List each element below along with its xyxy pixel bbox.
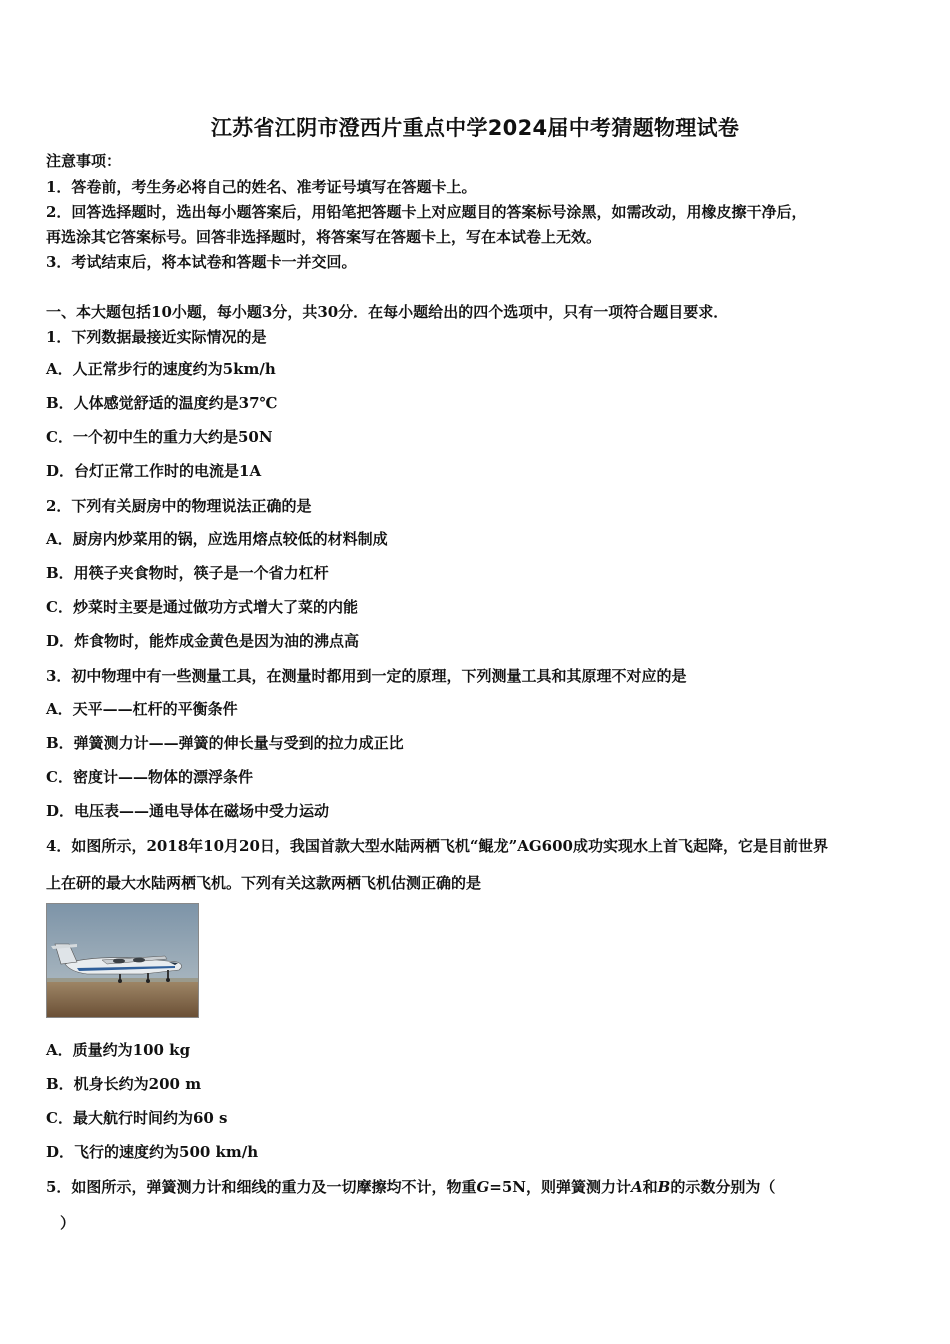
seaplane-illustration xyxy=(47,904,198,1017)
question-5-stem-part-3: 和 xyxy=(642,1178,658,1196)
notice-item-2-cont: 再选涂其它答案标号。回答非选择题时，将答案写在答题卡上，写在本试卷上无效。 xyxy=(46,228,602,246)
variable-g: G xyxy=(476,1178,490,1196)
question-4-option-b: B．机身长约为200 m xyxy=(46,1075,202,1093)
notice-item-1: 1．答卷前，考生务必将自己的姓名、准考证号填写在答题卡上。 xyxy=(46,178,477,196)
question-1-stem: 1．下列数据最接近实际情况的是 xyxy=(46,328,267,346)
question-5-stem-part-2: =5N，则弹簧测力计 xyxy=(489,1178,631,1196)
question-3-option-c: C．密度计——物体的漂浮条件 xyxy=(46,768,253,786)
question-5-stem-line-2: ） xyxy=(60,1214,76,1232)
notice-item-2: 2．回答选择题时，选出每小题答案后，用铅笔把答题卡上对应题目的答案标号涂黑，如需改动，用橡皮擦干净后， xyxy=(46,203,807,221)
page-title: 江苏省江阴市澄西片重点中学2024届中考猜题物理试卷 xyxy=(210,116,740,140)
variable-b: B xyxy=(657,1178,671,1196)
question-4-stem-line-2: 上在研的最大水陆两栖飞机。下列有关这款两栖飞机估测正确的是 xyxy=(46,874,482,892)
question-4-option-d: D．飞行的速度约为500 km/h xyxy=(46,1143,259,1161)
question-3-option-b: B．弹簧测力计——弹簧的伸长量与受到的拉力成正比 xyxy=(46,734,404,752)
notice-heading: 注意事项： xyxy=(46,152,122,170)
question-2-stem: 2．下列有关厨房中的物理说法正确的是 xyxy=(46,497,312,515)
question-2-option-a: A．厨房内炒菜用的锅，应选用熔点较低的材料制成 xyxy=(46,530,388,548)
question-3-option-a: A．天平——杠杆的平衡条件 xyxy=(46,700,238,718)
question-1-option-b: B．人体感觉舒适的温度约是37℃ xyxy=(46,394,278,412)
question-2-option-c: C．炒菜时主要是通过做功方式增大了菜的内能 xyxy=(46,598,358,616)
question-1-option-d: D．台灯正常工作时的电流是1A xyxy=(46,462,262,480)
question-1-option-c: C．一个初中生的重力大约是50N xyxy=(46,428,273,446)
question-1-option-a: A．人正常步行的速度约为5km/h xyxy=(46,360,276,378)
question-4-option-c: C．最大航行时间约为60 s xyxy=(46,1109,228,1127)
question-5-stem-part-4: 的示数分别为（ xyxy=(670,1178,776,1196)
variable-a: A xyxy=(630,1178,643,1196)
question-2-option-d: D．炸食物时，能炸成金黄色是因为油的沸点高 xyxy=(46,632,360,650)
seaplane-photo xyxy=(46,903,199,1018)
section-heading: 一、本大题包括10小题，每小题3分，共30分．在每小题给出的四个选项中，只有一项符合题目要求． xyxy=(46,303,729,321)
question-5-stem-part-1: 5．如图所示，弹簧测力计和细线的重力及一切摩擦均不计，物重 xyxy=(46,1178,477,1196)
question-3-stem: 3．初中物理中有一些测量工具，在测量时都用到一定的原理，下列测量工具和其原理不对应的是 xyxy=(46,667,687,685)
question-4-option-a: A．质量约为100 kg xyxy=(46,1041,191,1059)
question-2-option-b: B．用筷子夹食物时，筷子是一个省力杠杆 xyxy=(46,564,329,582)
question-5-stem xyxy=(46,1177,775,1197)
question-4-stem-line-1: 4．如图所示，2018年10月20日，我国首款大型水陆两栖飞机“鲲龙”AG600成功实现水上首飞起降，它是目前世界 xyxy=(46,837,828,855)
question-3-option-d: D．电压表——通电导体在磁场中受力运动 xyxy=(46,802,330,820)
notice-item-3: 3．考试结束后，将本试卷和答题卡一并交回。 xyxy=(46,253,357,271)
